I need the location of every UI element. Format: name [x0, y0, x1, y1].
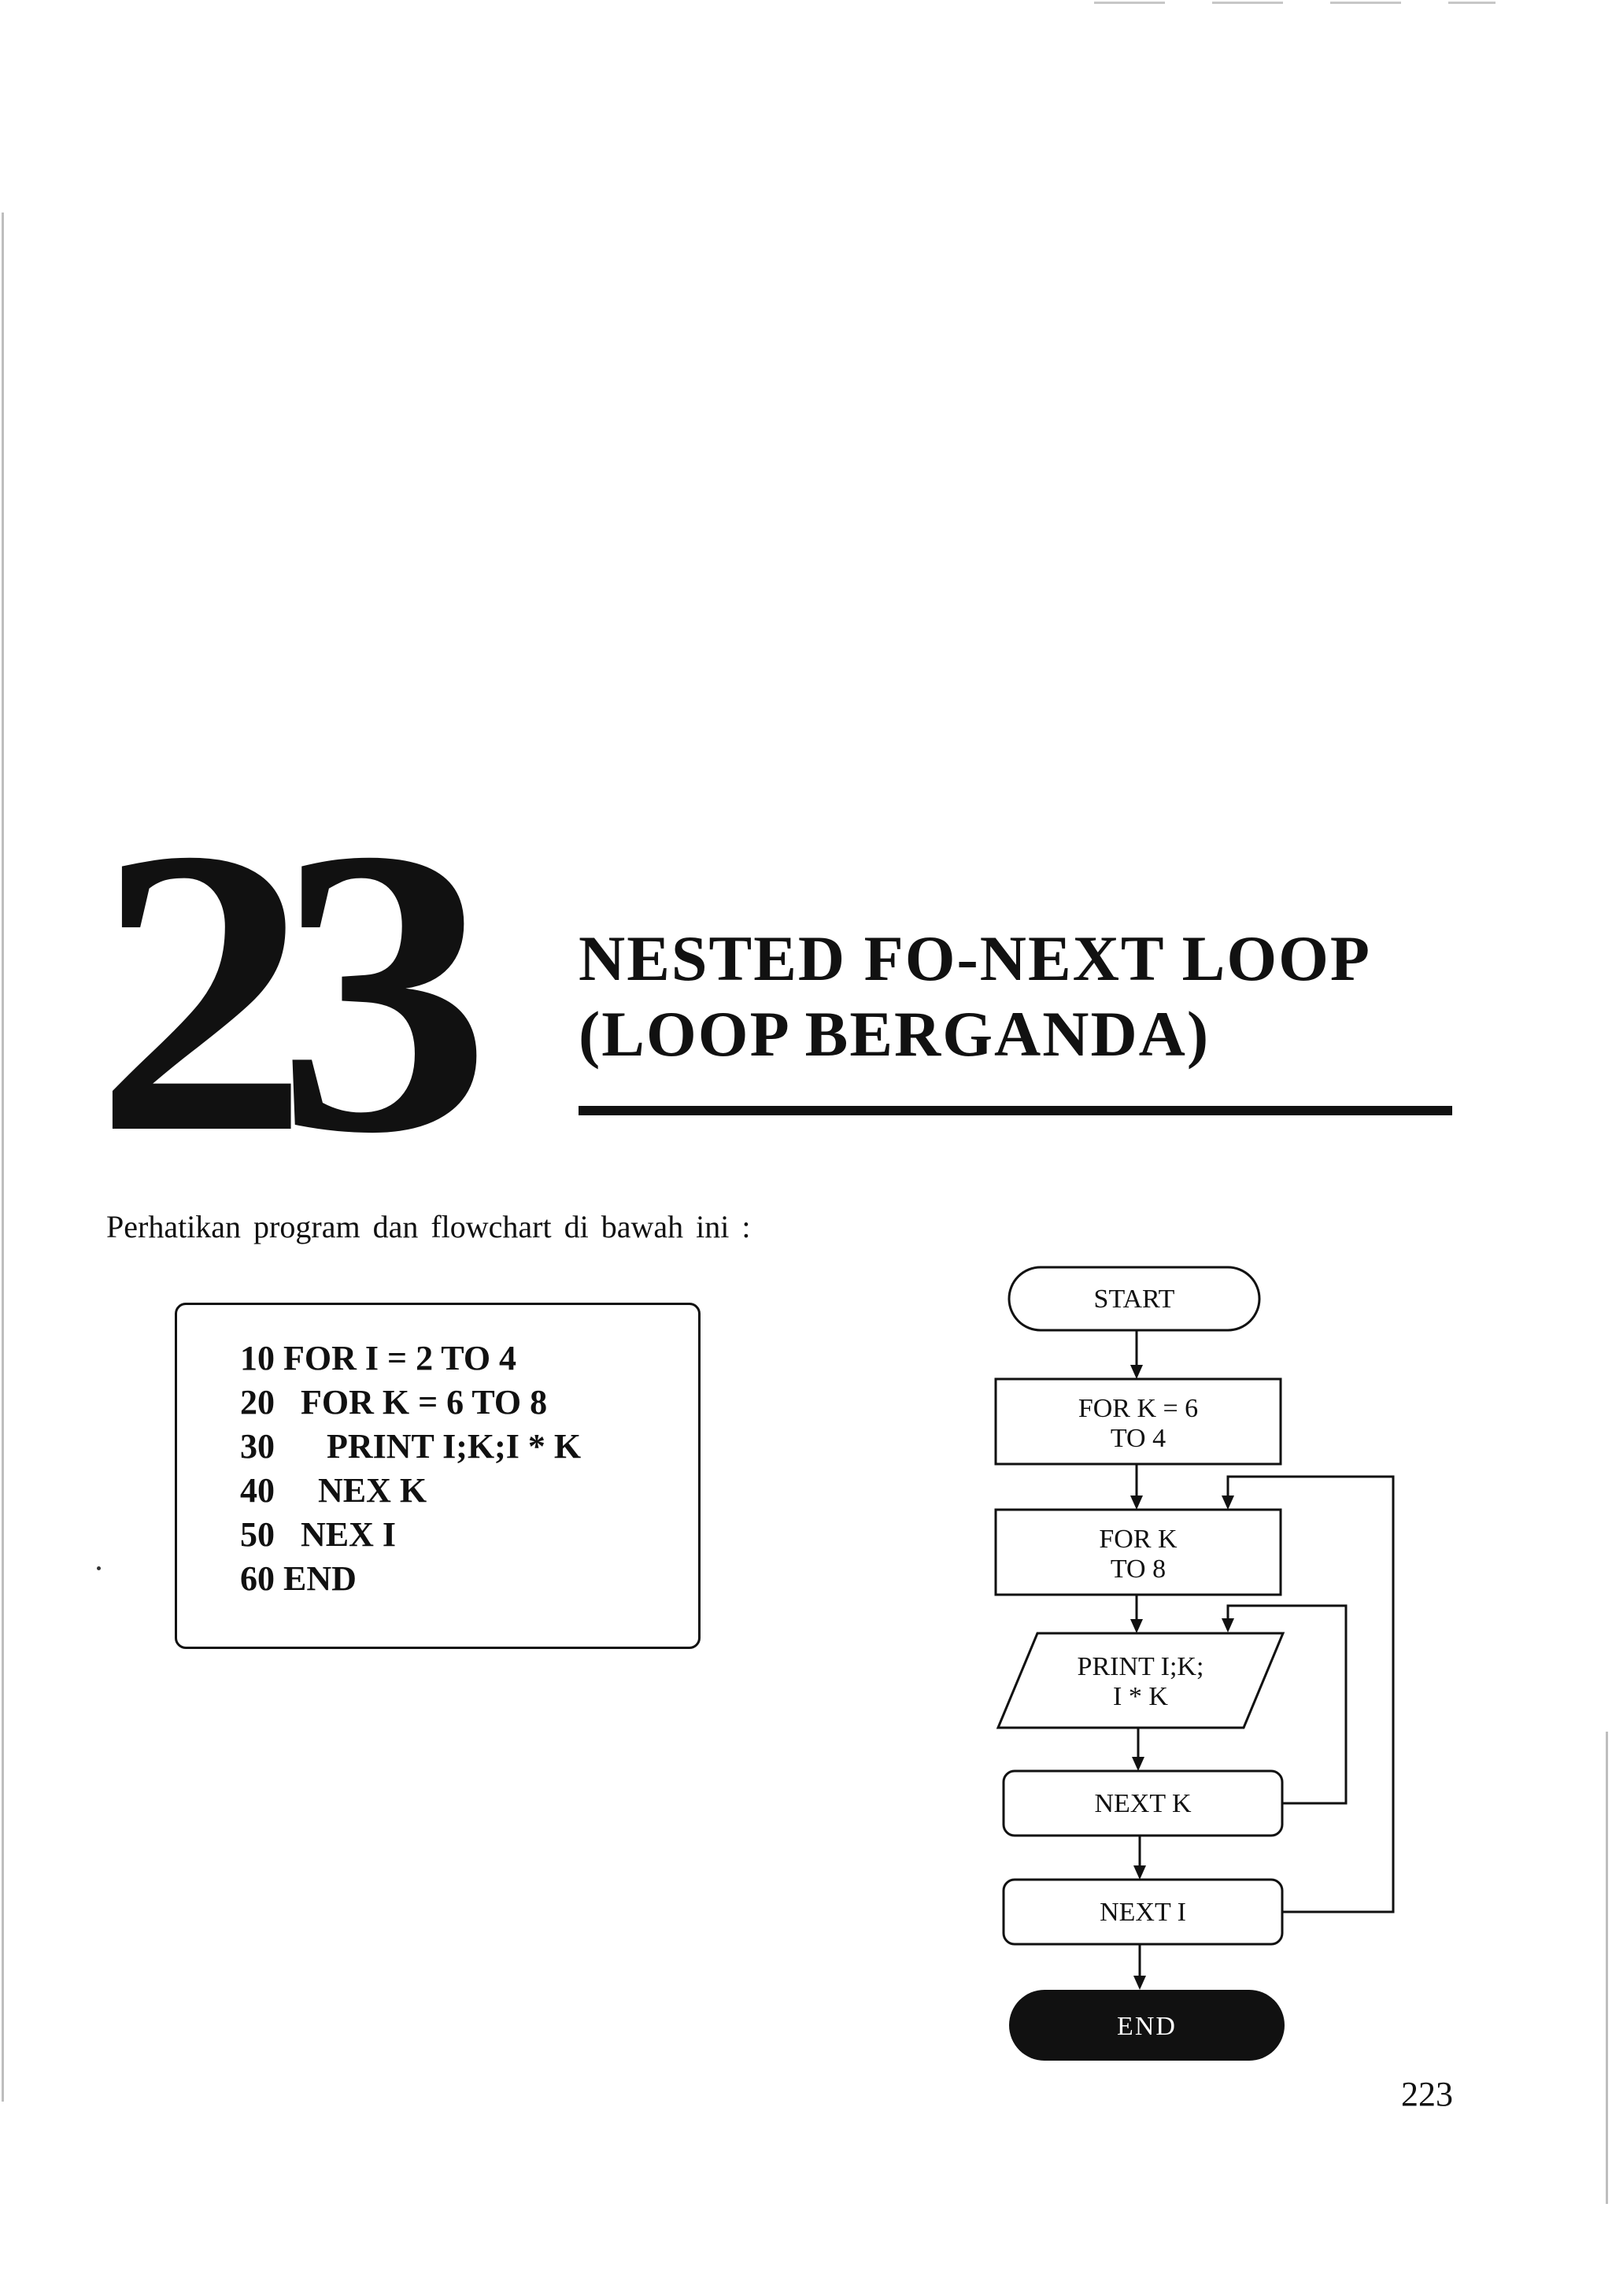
intro-text: Perhatikan program dan flowchart di bawah ini :: [106, 1209, 751, 1244]
print-line2: I * K: [1113, 1682, 1168, 1711]
print-line1: PRINT I;K;: [1077, 1652, 1204, 1681]
program-line: 50 NEX I: [240, 1515, 397, 1554]
program-line: 10 FOR I = 2 TO 4: [240, 1339, 517, 1377]
program-line: 20 FOR K = 6 TO 8: [240, 1383, 548, 1422]
inner-for-line2: TO 8: [1110, 1555, 1166, 1584]
program-line: 30 PRINT I;K;I * K: [240, 1427, 582, 1466]
chapter-number: 23: [94, 765, 458, 1218]
program-line: 60 END: [240, 1559, 357, 1598]
arrowhead: [1130, 1365, 1143, 1379]
arrowhead: [1133, 1865, 1146, 1880]
chapter-title-line1: NESTED FO-NEXT LOOP: [579, 922, 1371, 994]
inner-for-line1: FOR K: [1099, 1525, 1178, 1554]
outer-for-line2: TO 4: [1110, 1424, 1166, 1453]
arrowhead: [1130, 1496, 1143, 1510]
arrowhead: [1132, 1757, 1144, 1771]
start-label: START: [1093, 1285, 1175, 1314]
program-line: 40 NEX K: [240, 1471, 427, 1510]
page-number: 223: [1401, 2075, 1453, 2113]
outer-for-line1: FOR K = 6: [1078, 1394, 1199, 1423]
next-i-label: NEXT I: [1100, 1898, 1186, 1927]
chapter-title-line2: (LOOP BERGANDA): [579, 998, 1211, 1070]
next-k-label: NEXT K: [1094, 1789, 1192, 1818]
arrowhead: [1222, 1618, 1234, 1632]
arrowhead: [1130, 1619, 1143, 1633]
arrowhead: [1133, 1976, 1146, 1990]
arrowhead: [1222, 1496, 1234, 1510]
end-label: END: [1117, 2012, 1177, 2041]
